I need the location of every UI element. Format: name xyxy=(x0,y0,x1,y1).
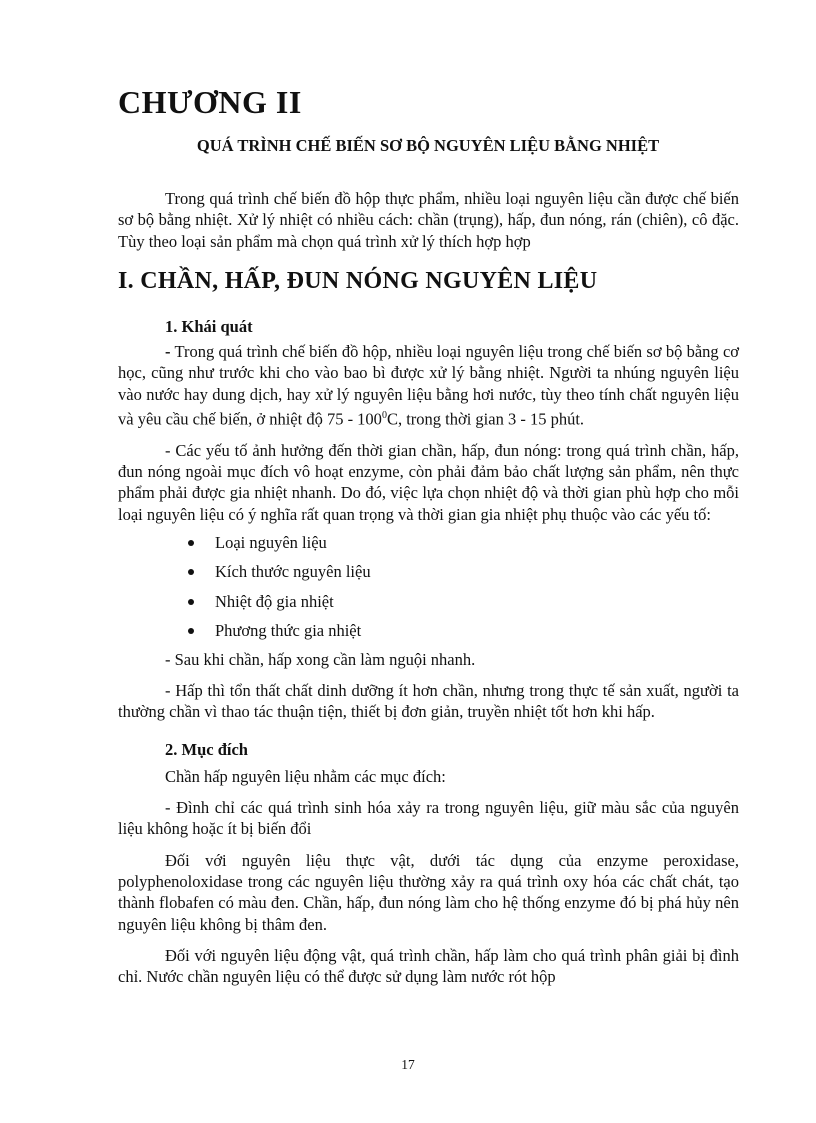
purpose-heading: 2. Mục đích xyxy=(165,739,248,759)
bullet-icon xyxy=(188,599,194,605)
overview-text-after: C, trong thời gian 3 - 15 phút. xyxy=(386,409,585,429)
purpose-paragraph-1: Chần hấp nguyên liệu nhằm các mục đích: xyxy=(165,766,446,786)
list-item: Loại nguyên liệu xyxy=(188,528,739,558)
section-heading: I. CHẦN, HẤP, ĐUN NÓNG NGUYÊN LIỆU xyxy=(118,268,598,294)
degree-superscript: 0 xyxy=(381,409,387,421)
overview-dash: - xyxy=(165,342,171,361)
overview-text-before: Trong quá trình chế biến đồ hộp, nhiều loại nguyên liệu trong chế biến sơ bộ bằng cơ học, cũng như trước khi cho vào bao bì được xử lý bằng nhiệt. Người ta nhúng nguyên liệu vào nước hay dung dịch, hay xử lý nguyên liệu bằng hơi nước, tùy theo tính chất nguyên liệu và yêu cầu chế biến, ở nhiệt độ 75 - 100 xyxy=(118,342,739,429)
list-item: Nhiệt độ gia nhiệt xyxy=(188,587,739,617)
factor-list xyxy=(118,528,739,646)
intro-paragraph: Trong quá trình chế biến đồ hộp thực phẩm, nhiều loại nguyên liệu cần được chế biến sơ bộ bằng nhiệt. Xử lý nhiệt có nhiều cách: chần (trụng), hấp, đun nóng, rán (chiên), cô đặc. Tùy theo loại sản phẩm mà chọn quá trình xử lý thích hợp hợp xyxy=(118,189,739,251)
list-item: Phương thức gia nhiệt xyxy=(188,616,739,646)
overview-paragraph-4: - Hấp thì tổn thất chất dinh dưỡng ít hơn chần, nhưng trong thực tế sản xuất, người ta thường chần vì thao tác thuận tiện, thiết bị đơn giản, truyền nhiệt tốt hơn khi hấp. xyxy=(118,681,739,722)
page-number: 17 xyxy=(401,1057,415,1072)
bullet-icon xyxy=(188,569,194,575)
overview-paragraph-2: - Các yếu tố ảnh hưởng đến thời gian chần, hấp, đun nóng: trong quá trình chần, hấp, đun nóng ngoài mục đích vô hoạt enzyme, còn phải đảm bảo chất lượng sản phẩm, nên thực phẩm phải được gia nhiệt nhanh. Do đó, việc lựa chọn nhiệt độ và thời gian phù hợp cho mỗi loại nguyên liệu có ý nghĩa rất quan trọng và thời gian gia nhiệt phụ thuộc vào các yếu tố: xyxy=(118,440,739,524)
overview-block xyxy=(118,317,739,987)
bullet-icon xyxy=(188,628,194,634)
overview-paragraph-3: - Sau khi chần, hấp xong cần làm nguội nhanh. xyxy=(165,649,476,669)
overview-paragraph-1 xyxy=(118,341,739,430)
purpose-paragraph-3: Đối với nguyên liệu thực vật, dưới tác dụng của enzyme peroxidase, polyphenoloxidase trong các nguyên liệu thường xảy ra quá trình oxy hóa các chất chát, tạo thành flobafen có màu đen. Chần, hấp, đun nóng làm cho hệ thống enzyme đó bị phá hủy nên nguyên liệu không bị thâm đen. xyxy=(118,850,739,934)
purpose-paragraph-2: - Đình chỉ các quá trình sinh hóa xảy ra trong nguyên liệu, giữ màu sắc của nguyên liệu không hoặc ít bị biến đổi xyxy=(118,798,739,839)
chapter-title: CHƯƠNG II xyxy=(118,84,302,120)
bullet-icon xyxy=(188,540,194,546)
intro-block xyxy=(118,188,739,252)
purpose-paragraph-4: Đối với nguyên liệu động vật, quá trình chần, hấp làm cho quá trình phân giải bị đình chỉ. Nước chần nguyên liệu có thể được sử dụng làm nước rót hộp xyxy=(118,945,739,987)
overview-heading: 1. Khái quát xyxy=(165,317,253,336)
chapter-subtitle: QUÁ TRÌNH CHẾ BIẾN SƠ BỘ NGUYÊN LIỆU BẰNG NHIỆT xyxy=(196,136,660,155)
list-item: Kích thước nguyên liệu xyxy=(188,557,739,587)
